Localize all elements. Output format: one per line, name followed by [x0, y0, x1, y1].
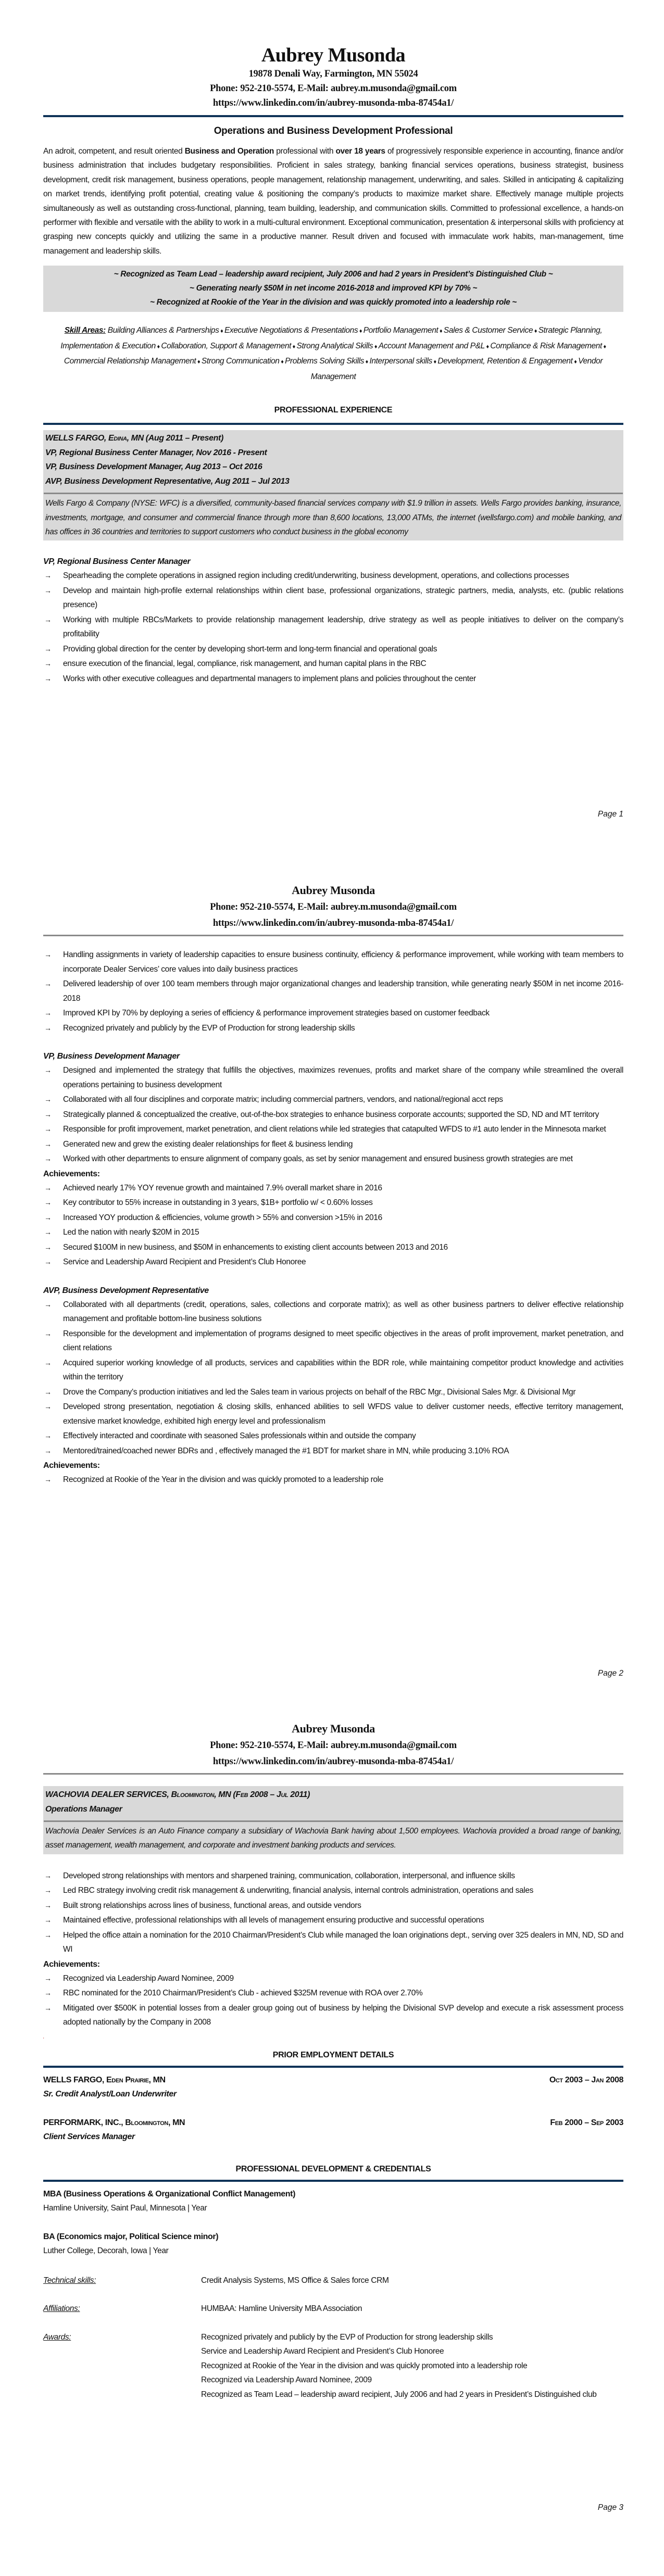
job-title-line: VP, Business Development Manager, Aug 2013 – Oct 2016: [45, 462, 262, 472]
address: 19878 Denali Way, Farmington, MN 55024: [248, 69, 418, 79]
list-item: [43, 1021, 623, 1036]
arrow-bullet-icon: →: [44, 1154, 52, 1163]
list-item-text: Increased YOY production & efficiencies, volume growth > 55% and conversion >15% in 2016: [63, 1213, 382, 1222]
arrow-bullet-icon: →: [44, 1009, 52, 1017]
highlight-item: ~ Generating nearly $50M in net income 2016-2018 and improved KPI by 70% ~: [189, 284, 478, 293]
list-item-text: Helped the office attain a nomination for the 2010 Chairman/President’s Club while managed the loan originations dept., serving over 325 dealers in MN, ND, SD and WI: [63, 1930, 623, 1954]
arrow-bullet-icon: →: [44, 1183, 52, 1192]
list-item-text: Recognized at Rookie of the Year in the division and was quickly promoted to a leadership role: [63, 1475, 384, 1484]
page-number: Page 2: [597, 1669, 623, 1678]
company-name: WELLS FARGO,: [43, 2075, 107, 2084]
list-item: [43, 1473, 623, 1487]
affiliations-value: HUMBAA: Hamline University MBA Association: [201, 2304, 362, 2314]
award-item: Recognized via Leadership Award Nominee, 2009: [201, 2376, 372, 2385]
list-item-text: ensure execution of the financial, legal, compliance, risk management, and human capital plans in the RBC: [63, 659, 427, 669]
list-item: [43, 1255, 623, 1270]
highlight-item: ~ Recognized at Rookie of the Year in the division and was quickly promoted into a leadership role ~: [150, 298, 517, 307]
list-item-text: Service and Leadership Award Recipient and President’s Club Honoree: [63, 1258, 306, 1266]
company-description: Wells Fargo & Company (NYSE: WFC) is a diversified, community-based financial services company with $1.9 trillion in assets. Wells Fargo provides banking, insurance, investments, mortgage, and consumer and commercial finance through more than 8,600 locations, 13,000 ATMs, the internet (wellsfargo.com) and mobile banking, and has offices in 36 countries and territories to support customers who conduct business in the global economy: [45, 499, 621, 537]
diamond-separator-icon: ♦: [373, 343, 379, 350]
arrow-bullet-icon: →: [44, 1431, 52, 1440]
award-item: Recognized at Rookie of the Year in the division and was quickly promoted into a leadership role: [201, 2361, 528, 2370]
job-title-line: Operations Manager: [45, 1804, 122, 1814]
skill-areas-label: Skill Areas:: [64, 326, 106, 335]
list-item: [43, 1181, 623, 1196]
company-location: Bloomington, MN: [171, 1790, 231, 1799]
list-item-text: Mitigated over $500K in potential losses from a dealer group going out of business by helping the Divisional SVP develop and execute a risk assessment process adopted nationally by the Company in 2008: [63, 2003, 623, 2027]
list-item: [43, 1211, 623, 1225]
section-divider: [43, 2180, 623, 2182]
list-item: [43, 1327, 623, 1355]
arrow-bullet-icon: →: [44, 1871, 52, 1880]
list-item: [43, 642, 623, 657]
arrow-bullet-icon: →: [44, 1198, 52, 1207]
company-name: WELLS FARGO,: [45, 434, 109, 443]
list-item: [43, 1063, 623, 1092]
award-item: Recognized as Team Lead – leadership award recipient, July 2006 and had 2 years in President’s Distinguished club: [201, 2390, 597, 2399]
list-item: [43, 657, 623, 671]
list-item-text: Mentored/trained/coached newer BDRs and , effectively managed the #1 BDT for market share in MN, while producing 3.10% ROA: [63, 1446, 509, 1455]
page-number: Page 1: [597, 810, 623, 819]
arrow-bullet-icon: →: [44, 1974, 52, 1982]
list-item-text: Recognized via Leadership Award Nominee, 2009: [63, 1974, 234, 1983]
page-number: Page 3: [597, 2503, 623, 2512]
diamond-separator-icon: ♦: [279, 359, 285, 366]
skill-item: Commercial Relationship Management: [64, 357, 196, 366]
diamond-separator-icon: ♦: [602, 343, 606, 350]
role-title: AVP, Business Development Representative: [43, 1286, 209, 1295]
arrow-bullet-icon: →: [44, 1300, 52, 1309]
arrow-bullet-icon: →: [44, 586, 52, 595]
affiliations-row: [43, 2302, 623, 2316]
list-item: [43, 1122, 623, 1137]
list-item: [43, 1356, 623, 1385]
skill-item: Strong Analytical Skills: [296, 341, 373, 350]
summary-bold: Business and Operation: [184, 147, 274, 156]
arrow-bullet-icon: →: [44, 950, 52, 959]
achievements-label: Achievements:: [43, 1959, 100, 1969]
summary-text: of progressively responsible experience in accounting, finance and/or business administration that includes budgetary responsibilities. Proficient in sales strategy, banking financial services operations, business strategist, business development, credit risk management, business operations, people management, relationship management, underwriting, and sales. Skilled in anticipating & capitalizing on market trends, identifying profit potential, creating value & positioning the company’s products to maximize market share. Effectively manage multiple projects simultaneously as well as outstanding cross-functional, planning, team building, leadership, and communication skills. Committed to professional excellence, a hands-on performer with flexible and versatile with the ability to work in a multi-cultural environment. Exceptional communication, presentation & interpersonal skills with proficiency at grasping new concepts quickly and utilizing the same in a productive manner. Result driven and focused with immaculate work habits, man-management, time management and leadership skills.: [43, 147, 623, 256]
skill-item: Strategic Planning, Implementation & Execution: [60, 326, 603, 350]
list-item: [43, 1883, 623, 1898]
list-item-text: Generated new and grew the existing dealer relationships for fleet & business lending: [63, 1139, 353, 1149]
diamond-separator-icon: ♦: [438, 328, 444, 335]
summary-bold: over 18 years: [335, 147, 385, 156]
list-item: [43, 1899, 623, 1913]
arrow-bullet-icon: →: [44, 1358, 52, 1367]
bullet-list: [43, 569, 623, 686]
header-divider: [43, 935, 623, 936]
list-item-text: Worked with other departments to ensure alignment of company goals, as set by senior management and ensured business growth strategies are met: [63, 1154, 573, 1163]
arrow-bullet-icon: →: [44, 1475, 52, 1484]
degree: BA (Economics major, Political Science minor): [43, 2232, 219, 2241]
linkedin-link[interactable]: https://www.linkedin.com/in/aubrey-musonda-mba-87454a1/: [212, 918, 454, 928]
company-location: Eden Prairie, MN: [106, 2075, 166, 2084]
contact-line: Phone: 952-210-5574, E-Mail: aubrey.m.musonda@gmail.com: [210, 1740, 457, 1751]
diamond-separator-icon: ♦: [219, 328, 224, 335]
list-item: [43, 584, 623, 612]
skill-item: Interpersonal skills: [369, 357, 432, 366]
section-heading-prior: PRIOR EMPLOYMENT DETAILS: [272, 2050, 394, 2059]
list-item-text: Improved KPI by 70% by deploying a series of efficiency & performance improvement strategies based on customer feedback: [63, 1009, 490, 1017]
arrow-bullet-icon: →: [44, 1095, 52, 1103]
list-item: [43, 977, 623, 1006]
profile-title: Operations and Business Development Professional: [214, 125, 453, 136]
list-item-text: Led RBC strategy involving credit risk management & underwriting, financial analysis, internal controls administration, operations and sales: [63, 1886, 534, 1895]
list-item-text: Secured $100M in new business, and $50M in enhancements to existing client accounts between 2013 and 2016: [63, 1242, 448, 1252]
section-heading-credentials: PROFESSIONAL DEVELOPMENT & CREDENTIALS: [235, 2164, 431, 2173]
paren: ): [307, 1790, 310, 1799]
list-item-text: Collaborated with all departments (credit, operations, sales, collections and corporate matrix); as well as other business partners to deliver effective relationship management and profitable bottom-line business solutions: [63, 1300, 623, 1323]
arrow-bullet-icon: →: [44, 1242, 52, 1251]
skill-item: Strong Communication: [201, 357, 280, 366]
candidate-name: Aubrey Musonda: [292, 884, 375, 897]
list-item: [43, 1298, 623, 1326]
list-item: [43, 1429, 623, 1443]
arrow-bullet-icon: →: [44, 1110, 52, 1119]
list-item-text: Effectively interacted and coordinate with seasoned Sales professionals within and outside the company: [63, 1431, 416, 1440]
candidate-name: Aubrey Musonda: [292, 1722, 375, 1735]
list-item-text: Recognized privately and publicly by the EVP of Production for strong leadership skills: [63, 1023, 355, 1033]
arrow-bullet-icon: →: [44, 615, 52, 624]
list-item-text: Acquired superior working knowledge of all products, services and capabilities within the BDR role, while maintaining competitor product knowledge and activities within the territory: [63, 1358, 623, 1381]
prior-job-header: [43, 2073, 623, 2087]
candidate-name: Aubrey Musonda: [261, 44, 406, 66]
list-item: [43, 1108, 623, 1122]
stray-mark: ': [43, 2037, 44, 2042]
section-divider: [43, 423, 623, 425]
summary-paragraph: [43, 144, 623, 258]
list-item: [43, 1385, 623, 1400]
list-item-text: Develop and maintain high-profile external relationships within client base, professional organizations, strategic partners, media, analysts, etc. (public relations presence): [63, 586, 623, 610]
list-item-text: Responsible for the development and implementation of programs designed to meet specific objectives in the areas of profit improvement, market penetration, and client relations: [63, 1329, 623, 1352]
achievements-label: Achievements:: [43, 1461, 100, 1470]
education-item: [43, 2230, 623, 2258]
contact-line: Phone: 952-210-5574, E-Mail: aubrey.m.musonda@gmail.com: [210, 83, 457, 94]
section-divider: [43, 2066, 623, 2068]
company-location: Bloomington, MN: [125, 2118, 185, 2127]
list-item-text: Designed and implemented the strategy that fulfills the objectives, maximizes revenues, profits and market share of the company while streamlined the overall operations pertaining to business development: [63, 1066, 623, 1089]
prior-job: [43, 2073, 623, 2101]
skill-item: Account Management and P&L: [378, 341, 485, 350]
diamond-separator-icon: ♦: [291, 343, 297, 350]
list-item: [43, 1928, 623, 1957]
summary-text: professional with: [273, 147, 336, 156]
list-item: [43, 1137, 623, 1152]
list-item-text: Delivered leadership of over 100 team members through major organizational changes and leadership transition, while generating nearly $50M in net income 2016-2018: [63, 979, 623, 1003]
list-item: [43, 569, 623, 583]
company-divider: [44, 493, 623, 494]
prior-title: Sr. Credit Analyst/Loan Underwriter: [43, 2089, 177, 2099]
arrow-bullet-icon: →: [44, 1213, 52, 1222]
diamond-separator-icon: ♦: [196, 359, 202, 366]
header-divider: [43, 115, 623, 117]
company-divider: [44, 1820, 623, 1822]
arrow-bullet-icon: →: [44, 659, 52, 668]
arrow-bullet-icon: →: [44, 1023, 52, 1032]
list-item: [43, 1913, 623, 1928]
achievements-list: [43, 1181, 623, 1270]
awards-label: Awards:: [43, 2332, 71, 2342]
list-item-text: Handling assignments in variety of leadership capacities to ensure business continuity, efficiency & performance improvement, while working with team members to incorporate Dealer Services’ core values into daily business practices: [63, 950, 623, 974]
list-item-text: Achieved nearly 17% YOY revenue growth and maintained 7.9% overall market share in 2016: [63, 1183, 382, 1192]
bullet-list: [43, 1298, 623, 1459]
wells-fargo-header: [43, 430, 623, 541]
arrow-bullet-icon: →: [44, 1989, 52, 1997]
company-name: WACHOVIA DEALER SERVICES,: [45, 1790, 171, 1799]
list-item-text: Spearheading the complete operations in assigned region including credit/underwriting, business development, operations, and collections processes: [63, 571, 569, 581]
technical-skills-value: Credit Analysis Systems, MS Office & Sales force CRM: [201, 2276, 389, 2285]
skill-item: Sales & Customer Service: [443, 326, 533, 335]
bullet-list: [43, 948, 623, 1035]
list-item-text: Working with multiple RBCs/Markets to provide relationship management leadership, drive strategy as well as people initiatives to deliver on the company’s profitability: [63, 615, 623, 639]
list-item-text: Works with other executive colleagues and departmental managers to implement plans and policies throughout the center: [63, 674, 476, 683]
arrow-bullet-icon: →: [44, 2003, 52, 2012]
arrow-bullet-icon: →: [44, 1916, 52, 1925]
arrow-bullet-icon: →: [44, 1446, 52, 1455]
list-item: [43, 1240, 623, 1255]
list-item: [43, 1225, 623, 1240]
wachovia-header: [43, 1786, 623, 1854]
diamond-separator-icon: ♦: [484, 343, 491, 350]
skill-item: Portfolio Management: [363, 326, 439, 335]
prior-job-header: [43, 2116, 623, 2130]
company-name: PERFORMARK, INC.,: [43, 2118, 126, 2127]
diamond-separator-icon: ♦: [155, 343, 161, 350]
page-2: [0, 854, 664, 1708]
arrow-bullet-icon: →: [44, 1329, 52, 1338]
list-item-text: Built strong relationships across lines of business, functional areas, and outside vendors: [63, 1901, 361, 1910]
list-item-text: Developed strong relationships with mentors and sharpened training, communication, collaboration, interpersonal, and influence skills: [63, 1871, 515, 1880]
skill-item: Vendor Management: [310, 357, 603, 381]
list-item: [43, 672, 623, 686]
company-line: [43, 1788, 623, 1802]
list-item-text: Drove the Company’s production initiatives and led the Sales team in various projects on behalf of the RBC Mgr., Divisional Sales Mgr. & Divisional Mgr: [63, 1387, 576, 1397]
prior-company: [43, 2116, 185, 2130]
company-line: [43, 431, 623, 446]
list-item: [43, 1444, 623, 1459]
diamond-separator-icon: ♦: [533, 328, 538, 335]
prior-title: Client Services Manager: [43, 2132, 135, 2141]
skill-item: Collaboration, Support & Management: [161, 341, 292, 350]
arrow-bullet-icon: →: [44, 979, 52, 988]
company-description: Wachovia Dealer Services is an Auto Finance company a subsidiary of Wachovia Bank having about 1,500 employees. Wachovia provided a broad range of banking, asset management, wealth management, and corporate and investment banking products and services.: [45, 1827, 621, 1850]
arrow-bullet-icon: →: [44, 674, 52, 683]
list-item: [43, 1869, 623, 1883]
awards-row: [43, 2330, 623, 2402]
arrow-bullet-icon: →: [44, 644, 52, 653]
diamond-separator-icon: ♦: [358, 328, 364, 335]
achievements-list: [43, 1473, 623, 1487]
diamond-separator-icon: ♦: [432, 359, 438, 366]
list-item: [43, 1400, 623, 1428]
company-dates: Feb 2008 – Jul 2011: [235, 1790, 308, 1799]
achievements-label: Achievements:: [43, 1169, 100, 1178]
arrow-bullet-icon: →: [44, 1228, 52, 1236]
prior-job: [43, 2116, 623, 2144]
role-title: VP, Regional Business Center Manager: [43, 557, 191, 567]
paren: (: [231, 1790, 236, 1799]
company-dates: (Aug 2011 – Present): [143, 434, 223, 443]
list-item-text: Developed strong presentation, negotiation & closing skills, enhanced abilities to sell WFDS value to deliver customer needs, effective territory management, extensive market knowledge, exhibited high energy level and professionalism: [63, 1402, 623, 1426]
list-item: [43, 1196, 623, 1210]
job-title-line: AVP, Business Development Representative, Aug 2011 – Jul 2013: [45, 476, 290, 486]
bullet-list: [43, 1869, 623, 1957]
skill-item: Compliance & Risk Management: [490, 341, 602, 350]
award-item: Recognized privately and publicly by the EVP of Production for strong leadership skills: [201, 2332, 493, 2342]
list-item: [43, 2001, 623, 2030]
skill-item: Building Alliances & Partnerships: [107, 326, 219, 335]
list-item-text: Maintained effective, professional relationships with all levels of management ensuring productive and successful operations: [63, 1916, 484, 1925]
education-item: [43, 2187, 623, 2215]
section-heading-experience: PROFESSIONAL EXPERIENCE: [274, 406, 393, 415]
role-title: VP, Business Development Manager: [43, 1052, 180, 1061]
skill-item: Development, Retention & Engagement: [437, 357, 573, 366]
linkedin-link[interactable]: https://www.linkedin.com/in/aubrey-musonda-mba-87454a1/: [212, 1756, 454, 1767]
arrow-bullet-icon: →: [44, 1258, 52, 1266]
diamond-separator-icon: ♦: [364, 359, 370, 366]
page-3: [0, 1708, 664, 2576]
list-item-text: Strategically planned & conceptualized the creative, out-of-the-box strategies to enhance business corporate accounts; supported the SD, ND and MT territory: [63, 1110, 599, 1119]
skill-item: Executive Negotiations & Presentations: [224, 326, 358, 335]
page-1: [0, 0, 664, 854]
prior-dates: Feb 2000 – Sep 2003: [550, 2118, 623, 2127]
bullet-list: [43, 1063, 623, 1166]
degree: MBA (Business Operations & Organizational Conflict Management): [43, 2189, 295, 2198]
arrow-bullet-icon: →: [44, 1886, 52, 1895]
arrow-bullet-icon: →: [44, 1139, 52, 1148]
list-item-text: Responsible for profit improvement, market penetration, and client relations while led strategies that catapulted WFDS to #1 auto lender in the Minnesota market: [63, 1125, 606, 1134]
company-location: Edina, MN: [108, 434, 144, 443]
arrow-bullet-icon: →: [44, 1402, 52, 1411]
arrow-bullet-icon: →: [44, 1901, 52, 1909]
linkedin-link[interactable]: https://www.linkedin.com/in/aubrey-musonda-mba-87454a1/: [212, 98, 454, 108]
list-item-text: Collaborated with all four disciplines and corporate matrix; including commercial partners, vendors, and national/regional acct reps: [63, 1095, 503, 1104]
technical-skills-row: [43, 2273, 623, 2288]
institution: Luther College, Decorah, Iowa | Year: [43, 2246, 169, 2255]
prior-dates: Oct 2003 – Jan 2008: [549, 2075, 623, 2084]
header-divider: [43, 1773, 623, 1775]
list-item: [43, 948, 623, 976]
list-item: [43, 613, 623, 642]
list-item: [43, 1971, 623, 1986]
awards-list: [201, 2330, 612, 2402]
achievements-list: [43, 1971, 623, 2030]
list-item: [43, 1092, 623, 1107]
highlight-item: ~ Recognized as Team Lead – leadership award recipient, July 2006 and had 2 years in President’s Distinguished Club ~: [114, 270, 553, 279]
list-item: [43, 1986, 623, 2001]
technical-skills-label: Technical skills:: [43, 2276, 96, 2285]
arrow-bullet-icon: →: [44, 1066, 52, 1074]
skill-areas: [43, 323, 623, 384]
award-item: Service and Leadership Award Recipient and President’s Club Honoree: [201, 2347, 444, 2356]
contact-line: Phone: 952-210-5574, E-Mail: aubrey.m.musonda@gmail.com: [210, 902, 457, 912]
list-item: [43, 1006, 623, 1021]
summary-text: An adroit, competent, and result oriented: [43, 147, 185, 156]
list-item-text: Providing global direction for the center by developing short-term and long-term financial and operational goals: [63, 644, 437, 654]
job-title-line: VP, Regional Business Center Manager, Nov 2016 - Present: [45, 448, 267, 457]
affiliations-label: Affiliations:: [43, 2304, 80, 2314]
skill-item: Problems Solving Skills: [285, 357, 364, 366]
list-item-text: RBC nominated for the 2010 Chairman/President’s Club - achieved $325M revenue with ROA over 2.70%: [63, 1989, 423, 1998]
institution: Hamline University, Saint Paul, Minnesota | Year: [43, 2203, 207, 2213]
highlights-box: [43, 266, 623, 312]
list-item-text: Key contributor to 55% increase in outstanding in 3 years, $1B+ portfolio w/ < 0.60% losses: [63, 1198, 373, 1207]
arrow-bullet-icon: →: [44, 1387, 52, 1396]
diamond-separator-icon: ♦: [572, 359, 579, 366]
prior-company: [43, 2073, 166, 2087]
list-item-text: Led the nation with nearly $20M in 2015: [63, 1228, 199, 1237]
arrow-bullet-icon: →: [44, 571, 52, 580]
arrow-bullet-icon: →: [44, 1125, 52, 1133]
arrow-bullet-icon: →: [44, 1930, 52, 1939]
list-item: [43, 1152, 623, 1166]
